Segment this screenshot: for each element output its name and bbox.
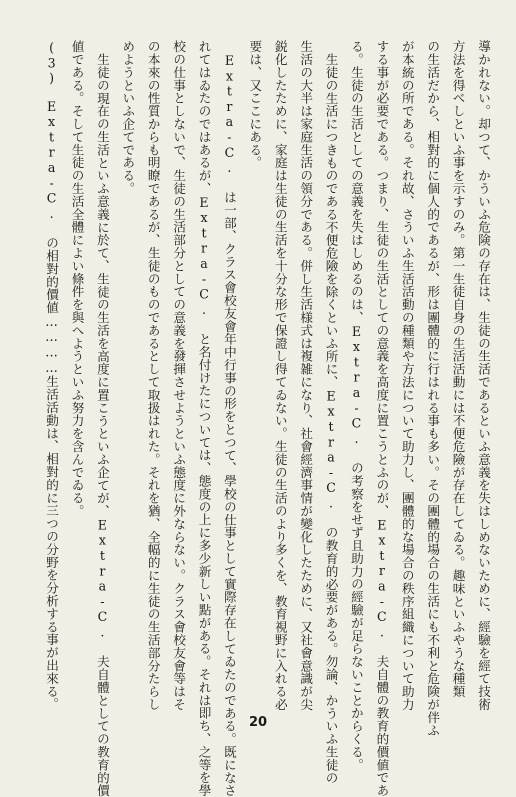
text-line-10: 要は、又ここにある。: [247, 40, 263, 169]
text-line-6: る。生徒の生活としての意義を失はしめるのは、Extra-C. の考察をせず且助力の經驗が足らないことからくる。: [348, 40, 364, 772]
text-line-14: の本來の性質からも明瞭であるが、生徒のものであるとして取扱はれた。それを猶、全幅的に生徒の生活部分たらし: [145, 40, 161, 711]
section-heading-line: (3) Extra-C. の相對的價値…………生活活動は、相對的に三つの分野を分析する事が出來る。: [44, 40, 60, 711]
text-line-12: れてはゐたのではあるが、Extra-C. と名付けたについては、態度の上に多少新しい點がある。それは即ち、之等を學: [196, 40, 212, 797]
text-line-5: する事が必要である。つまり、生徒の生活としての意義を高度に置こうとふのが、Extra-C. 夫自體の教育的價値であ: [374, 40, 390, 797]
page-number: 20: [248, 715, 268, 730]
text-line-2: 方法を得べしといふ事を示すのみ。第一生徒自身の生活活動には不便危險が存在してゐる。趣味といふやうな種類: [450, 40, 466, 698]
text-line-4: が本統の所である。それ故、さういふ生活活動の種類や方法について助力し、團體的な場合の秩序組織について助力: [399, 40, 415, 711]
text-line-16: 生徒の現在の生活といふ意義に於て、生徒の生活を高度に置こうといふ企てが、Extra-C. 夫自體としての教育的價: [94, 52, 110, 797]
text-line-8: 生活の大半は家庭生活の領分である。併し生活様式は複雑になり、社會經濟事情が變化したために、又社會意識が尖: [298, 40, 314, 711]
text-line-15: めようといふ企てである。: [120, 40, 136, 195]
text-line-9: 鋭化したために、家庭は生徒の生活を十分な形で保證し得てゐない。生徒の生活のより多くを、教育視野に入れる必: [272, 40, 288, 711]
text-line-3: の生活だから、相對的に個人的であるが、形は團體的に行はれる事も多い。その團體的場合の生活にも不利と危険が伴ふ: [425, 40, 441, 737]
text-line-17: 値である。そして生徒の生活全體によい條件を與へようといふ努力を含んでゐる。: [69, 40, 85, 518]
text-line-7: 生徒の生活につきものである不便危險を除くといふ所に、Extra-C. の教育的必要がある。勿論、かういふ生徒の: [323, 52, 339, 784]
text-line-1: 導かれない。却つて、かういふ危険の存在は、生徒の生活であるといふ意義を失はしめないために、經驗を經て技術: [476, 40, 491, 711]
text-line-13: 校の仕事としないで、生徒の生活部分としての意義を發揮させようといふ態度に外ならない。クラス會校友會等はそ: [171, 40, 187, 711]
text-line-11: Extra-C. は一部、クラス會校友會年中行事の形をとつて、學校の仕事として實際存在してゐたのである。既になさ: [221, 52, 237, 797]
